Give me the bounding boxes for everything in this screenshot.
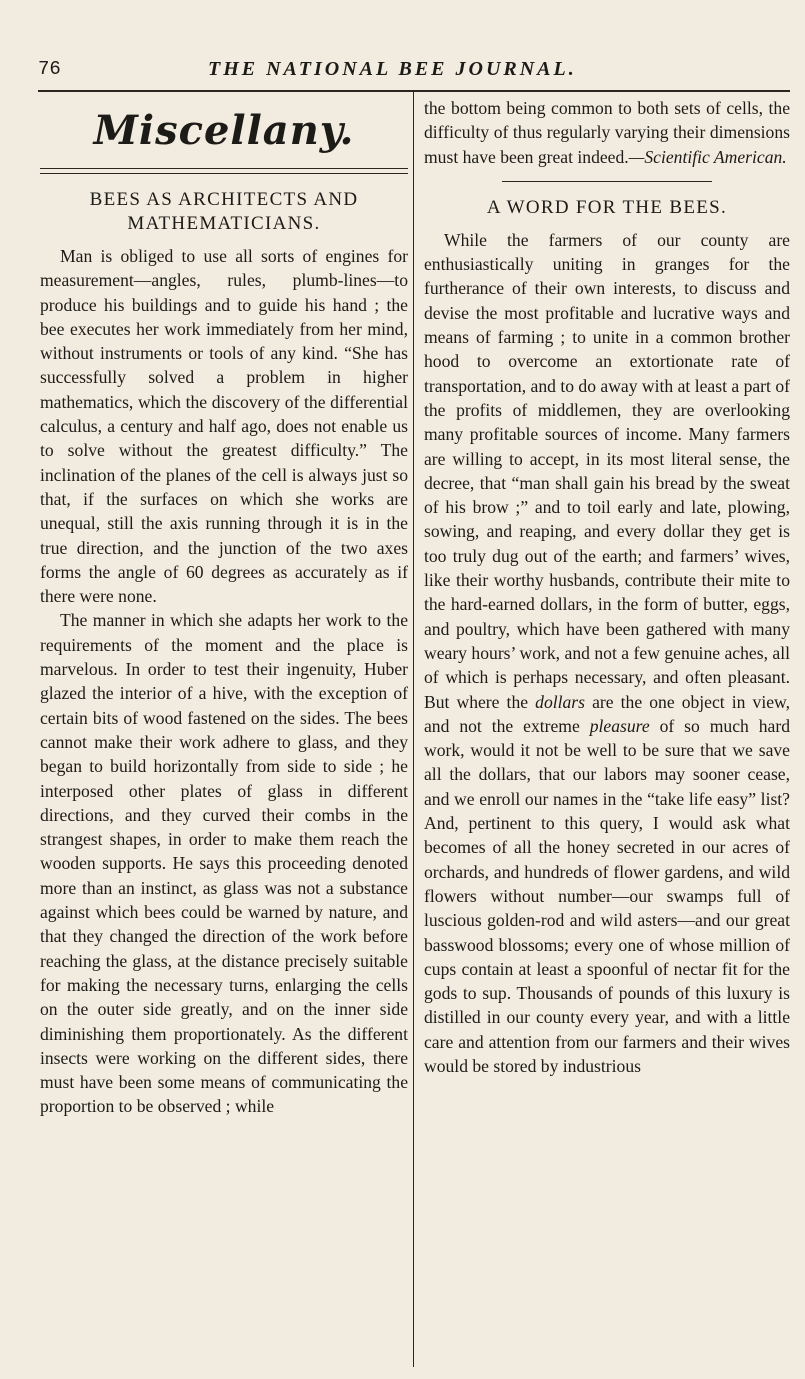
article1-continuation [424,96,790,169]
article2-paragraph [424,228,790,1078]
header-rule [38,90,790,92]
article2-emphasis-dollars: dollars [535,691,586,712]
section-rule [40,168,408,174]
article2-text-2: are the one object in view, and not the extreme [424,691,790,736]
article1-paragraph-2: The manner in which she adapts her work to the requirements of the moment and the place is marvelous. In order to test their ingenuity, Huber glazed the interior of a hive, with the exception of certain bits of wood fastened on the sides. The bees cannot make their work adhere to glass, and they began to build horizontally from side to side ; he interposed other plates of glass in different directions, and they curved their combs in the strangest shapes, in order to make them reach the wooden supports. He says this proceeding denoted more than an instinct, as glass was not a substance against which bees could be warned by nature, and that they changed the direction of the work before reaching the glass, at the distance precisely suitable for making the necessary turns, enlarging the cells on the outer side greatly, and on the inner side diminishing them proportionately. As the different insects were working on the different sides, there must have been some means of communicating the proportion to be observed ; while [40,610,408,1117]
article2-text-1: While the farmers of our county are enthusiastically uniting in granges for the furtherance of their own interests, to discuss and devise the most profitable and lucrative ways and means of farming ; to unite in a common brother hood to overcome an extortionate rate of transportation, and to do away with at least a part of the profits of middlemen, they are overlooking many profitable sources of income. Many farmers are willing to accept, in its most literal sense, the decree, that “man shall gain his bread by the sweat of his brow ;” and to toil early and late, plowing, sowing, and reaping, and every dollar they get is too truly dug out of the earth; and farmers’ wives, like their worthy husbands, contribute their mite to the hard-earned dollars, in the form of butter, eggs, and poultry, which have been gathered with many weary hours’ work, and not a few genuine aches, all of which is perhaps necessary, and often pleasant. But where the [424,229,790,712]
running-head [38,52,788,86]
section-heading: Miscellany. [93,107,355,154]
article2-emphasis-pleasure: pleasure [589,715,650,736]
article2-text-3: of so much hard work, would it not be well to be sure that we save all the dollars, that our labors may sooner cease, and we enroll our names in the “take life easy” list? And, pertinent to this query, I would ask what becomes of all the honey secreted in our acres of orchards, and hundreds of flower gardens, and wild flowers without number—our swamps full of luscious golden-rod and wild asters—and our great basswood blossoms; every one of whose million of cups contain at least a spoonful of nectar fit for the gods to sup. Thousands of pounds of this luxury is distilled in our county every year, and with a little care and attention from our farmers and their wives would be stored by industrious [424,715,790,1076]
article-title-word-for-bees: A WORD FOR THE BEES. [486,196,728,218]
continuation-text: the bottom being common to both sets of cells, the difficulty of thus regularly varying their dimensions must have been great indeed. [424,98,790,167]
page-number: 76 [38,58,61,80]
article1-paragraph-1: Man is obliged to use all sorts of engines for measurement—angles, rules, plumb-lines—to produce his buildings and to guide his hand ; the bee executes her work immediately from her mind, without instruments or tools of any kind. “She has successfully solved a problem in higher mathematics, which the discovery of the differential calculus, a century and half ago, does not enable us to solve without the greatest difficulty.” The inclination of the planes of the cell is always just so that, if the surfaces on which she works are unequal, still the axis running through it is in the true direction, and the junction of the two axes forms the angle of 60 degrees as accurately as if there were none. [40,246,408,607]
journal-title: THE NATIONAL BEE JOURNAL. [208,58,577,80]
article-separator [502,181,712,182]
right-column [424,96,790,1078]
column-divider [413,92,414,1367]
left-column [40,96,408,1119]
attribution: —Scientific American. [628,146,787,167]
article-title-architects: BEES AS ARCHITECTS AND MATHEMATICIANS. [89,189,359,234]
